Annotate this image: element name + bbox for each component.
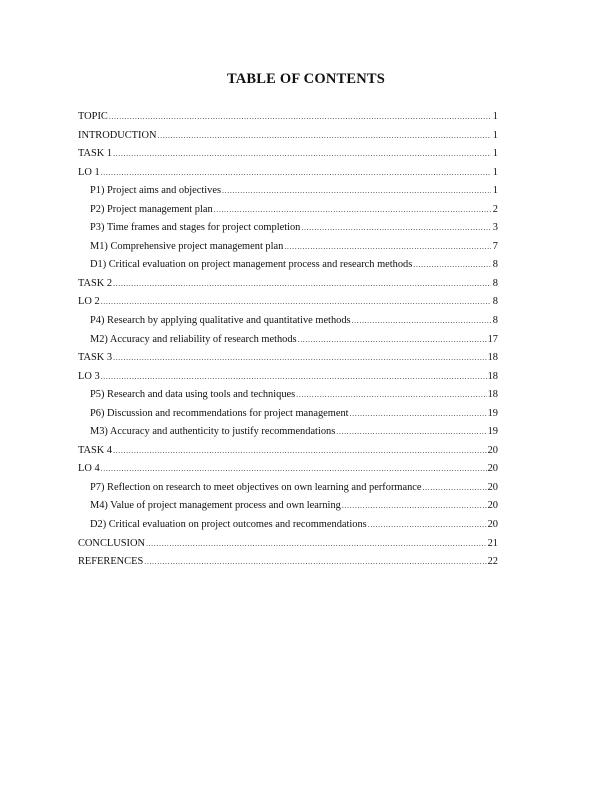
toc-entry-label: P4) Research by applying qualitative and quantitative methods [90,315,351,327]
toc-entry-label: P5) Research and data using tools and techniques [90,389,296,401]
toc-entry-label: LO 2 [78,296,100,308]
toc-entry[interactable] [78,164,498,183]
toc-entry-page-number: 8 [492,296,498,308]
toc-entry-page-number: 19 [487,426,498,438]
toc-entry[interactable] [78,368,498,387]
toc-entry-label: TASK 1 [78,148,113,160]
toc-entry-page-number: 19 [487,407,498,419]
toc-entry-page-number: 20 [487,519,498,531]
toc-entry[interactable] [78,127,498,146]
toc-entry-page-number: 8 [492,259,498,271]
toc-entry-label: D1) Critical evaluation on project management process and research methods [90,259,413,271]
toc-entry-page-number: 7 [492,240,498,252]
toc-entry-label: M2) Accuracy and reliability of research methods [90,333,297,345]
toc-entry[interactable] [78,108,498,127]
toc-dot-leader [101,368,487,387]
toc-dot-leader [222,182,491,201]
toc-entry-page-number: 20 [487,463,498,475]
toc-dot-leader [342,497,487,516]
toc-entry[interactable] [78,405,498,424]
toc-entry-page-number: 1 [492,129,498,141]
toc-entry-page-number: 2 [492,203,498,215]
toc-dot-leader [113,275,491,294]
toc-entry-page-number: 3 [492,222,498,234]
toc-entry-label: REFERENCES [78,556,144,568]
toc-entry[interactable] [78,312,498,331]
toc-entry-label: P6) Discussion and recommendations for project management [90,407,349,419]
toc-list [78,108,498,572]
toc-entry[interactable] [78,535,498,554]
toc-entry-page-number: 1 [492,166,498,178]
toc-entry-label: INTRODUCTION [78,129,157,141]
toc-dot-leader [423,479,487,498]
toc-dot-leader [113,442,487,461]
toc-entry[interactable] [78,349,498,368]
toc-dot-leader [296,386,486,405]
toc-dot-leader [113,349,487,368]
toc-entry-label: M1) Comprehensive project management plan [90,240,284,252]
toc-entry-page-number: 17 [487,333,498,345]
toc-entry-page-number: 20 [487,481,498,493]
toc-entry-label: P7) Reflection on research to meet objectives on own learning and performance [90,481,422,493]
toc-dot-leader [101,293,491,312]
toc-entry[interactable] [78,182,498,201]
toc-entry-label: LO 3 [78,370,100,382]
toc-dot-leader [298,331,487,350]
toc-entry[interactable] [78,145,498,164]
toc-entry-page-number: 20 [487,500,498,512]
toc-entry-label: TASK 3 [78,352,113,364]
toc-entry[interactable] [78,331,498,350]
toc-dot-leader [352,312,491,331]
toc-dot-leader [350,405,487,424]
toc-entry-page-number: 1 [492,185,498,197]
toc-dot-leader [158,127,492,146]
toc-entry-page-number: 18 [487,352,498,364]
page-title: TABLE OF CONTENTS [226,71,386,87]
toc-entry-label: D2) Critical evaluation on project outcomes and recommendations [90,519,367,531]
toc-entry[interactable] [78,219,498,238]
toc-dot-leader [109,108,491,127]
toc-entry-label: CONCLUSION [78,537,145,549]
toc-entry[interactable] [78,275,498,294]
toc-entry-page-number: 8 [492,277,498,289]
toc-entry[interactable] [78,516,498,535]
toc-dot-leader [214,201,491,220]
toc-entry[interactable] [78,460,498,479]
toc-entry[interactable] [78,497,498,516]
toc-dot-leader [301,219,491,238]
toc-entry-label: M3) Accuracy and authenticity to justify recommendations [90,426,336,438]
toc-entry-page-number: 1 [492,111,498,122]
toc-dot-leader [413,256,491,275]
toc-entry-label: TOPIC [78,111,108,122]
toc-entry[interactable] [78,256,498,275]
toc-entry-page-number: 21 [487,537,498,549]
toc-entry-label: LO 1 [78,166,100,178]
toc-dot-leader [336,423,486,442]
toc-entry[interactable] [78,238,498,257]
toc-entry-label: P1) Project aims and objectives [90,185,222,197]
toc-entry-label: P2) Project management plan [90,203,213,215]
toc-entry[interactable] [78,293,498,312]
toc-entry-page-number: 18 [487,389,498,401]
toc-dot-leader [284,238,491,257]
toc-entry-label: M4) Value of project management process and own learning [90,500,341,512]
toc-entry[interactable] [78,201,498,220]
toc-dot-leader [144,553,486,572]
toc-dot-leader [146,535,487,554]
toc-entry[interactable] [78,442,498,461]
toc-entry-page-number: 8 [492,315,498,327]
toc-entry-label: LO 4 [78,463,100,475]
toc-entry-page-number: 22 [487,556,498,568]
toc-entry-label: TASK 2 [78,277,113,289]
toc-dot-leader [113,145,491,164]
toc-entry[interactable] [78,553,498,572]
toc-dot-leader [368,516,487,535]
toc-dot-leader [101,460,487,479]
toc-entry-label: TASK 4 [78,444,113,456]
toc-entry-page-number: 18 [487,370,498,382]
toc-entry[interactable] [78,479,498,498]
toc-dot-leader [101,164,491,183]
toc-entry-page-number: 20 [487,444,498,456]
toc-entry[interactable] [78,386,498,405]
toc-entry-page-number: 1 [492,148,498,160]
toc-entry[interactable] [78,423,498,442]
toc-entry-label: P3) Time frames and stages for project completion [90,222,301,234]
